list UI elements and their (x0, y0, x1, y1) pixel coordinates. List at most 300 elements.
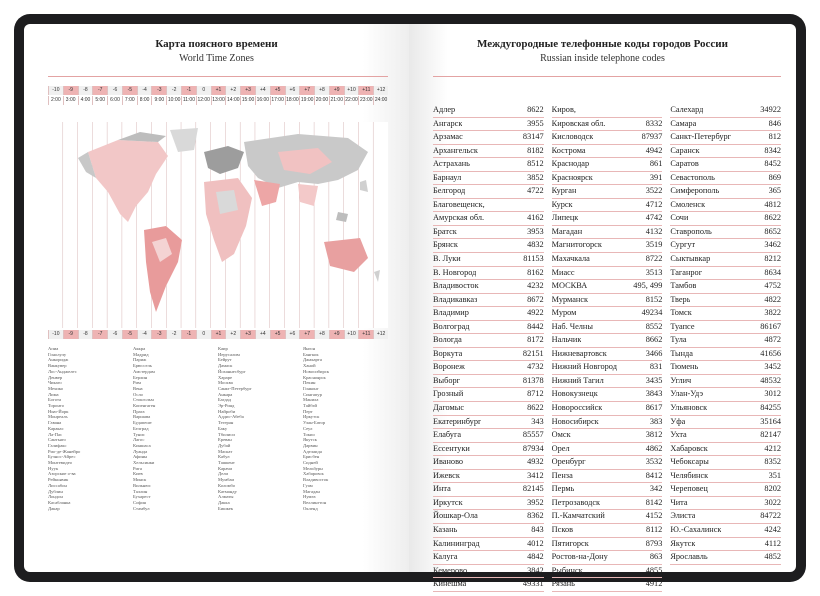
city-name: Мурманск (551, 294, 589, 304)
code-row (433, 104, 544, 118)
tz-cell: +8 (314, 86, 329, 95)
city-name: Омск (551, 430, 571, 440)
city-name: Стамбул (133, 505, 150, 511)
code-row (433, 416, 544, 430)
city-name: Дубай (218, 442, 231, 448)
phone-code: 365 (768, 186, 782, 196)
phone-code: 3822 (764, 308, 782, 318)
phone-code: 495, 499 (633, 281, 663, 291)
phone-code: 4712 (645, 199, 663, 209)
code-row (670, 470, 781, 484)
city-name: Саранск (670, 145, 700, 155)
city-name: Ю.-Сахалинск (670, 524, 722, 534)
code-row (552, 321, 663, 335)
phone-code: 812 (768, 132, 782, 142)
city-name: Нумеа (303, 494, 316, 500)
tz-cell: 3:00 (63, 96, 78, 105)
code-row (552, 172, 663, 186)
city-name: Дакар (48, 505, 60, 511)
phone-code: 81378 (522, 375, 544, 385)
phone-code: 4842 (527, 552, 544, 562)
tz-cell: +5 (270, 86, 285, 95)
city-name: Тунис (133, 431, 145, 437)
city-name: Хабаровск (670, 443, 708, 453)
city-name: Владивосток (303, 477, 329, 483)
city-name: Рига (133, 465, 142, 471)
phone-code: 8622 (764, 213, 782, 223)
city-name: Киншаса (133, 442, 151, 448)
code-row (552, 294, 663, 308)
city-name: Галифакс (48, 442, 67, 448)
city-name: Инта (433, 484, 451, 494)
city-name: Амурская обл. (433, 213, 485, 223)
code-row (552, 510, 663, 524)
code-row (670, 538, 781, 552)
code-row (433, 429, 544, 443)
tz-cell: 14:00 (227, 97, 240, 103)
city-name: Пенза (551, 470, 573, 480)
code-row (670, 212, 781, 226)
city-name: Владимир (433, 308, 469, 318)
phone-code: 342 (649, 484, 663, 494)
city-name: Минск (133, 477, 147, 483)
utc-offset-row (48, 86, 388, 95)
code-row (670, 253, 781, 267)
city-name: Сеул (303, 425, 313, 431)
phone-code: 4872 (764, 335, 782, 345)
city-name: Веллингтон (303, 499, 327, 505)
city-name: Будапешт (133, 420, 152, 426)
tz-cell: 10:00 (167, 97, 181, 103)
code-row (670, 131, 781, 145)
phone-code: 4152 (645, 511, 663, 521)
city-name: Бангкок (303, 351, 319, 357)
city-name: Багдад (218, 397, 232, 403)
city-name: Апиа (48, 346, 59, 351)
city-name: Ульяновск (670, 403, 708, 413)
code-row (552, 118, 663, 132)
tz-cell: +12 (373, 86, 388, 95)
city-name: Мумбаи (218, 477, 234, 483)
code-row (552, 267, 663, 281)
phone-code: 8662 (645, 335, 663, 345)
codes-column (552, 104, 663, 592)
city-name: Ташкент (218, 460, 235, 466)
city-name: Ванкувер (48, 363, 67, 369)
city-name: Саратов (670, 159, 699, 169)
tz-cell: +7 (299, 330, 314, 339)
city-name: Лиссабон (48, 482, 67, 488)
city-name: Магнитогорск (551, 240, 602, 250)
code-row (433, 334, 544, 348)
phone-code: 4752 (764, 281, 782, 291)
city-name: Касабланка (48, 499, 71, 505)
city-name: Воронеж (433, 362, 465, 372)
phone-code: 3452 (764, 362, 782, 372)
code-row (552, 524, 663, 538)
phone-code: 41656 (760, 348, 782, 358)
code-row (433, 294, 544, 308)
code-row (552, 456, 663, 470)
code-row (552, 131, 663, 145)
city-name: Берлин (133, 374, 148, 380)
city-name: Иерусалим (218, 351, 240, 357)
tz-cell: -7 (92, 86, 107, 95)
tz-cell: 18:00 (286, 97, 299, 103)
world-time-zone-map (48, 82, 388, 340)
city-name: Нижний Тагил (551, 375, 604, 385)
city-name: Томск (670, 308, 692, 318)
city-name: Волгоград (433, 321, 470, 331)
tz-cell: +2 (225, 86, 240, 95)
phone-code: 82151 (522, 348, 544, 358)
city-name: Луанда (133, 448, 148, 454)
city-name: Афины (133, 454, 148, 460)
phone-code: 846 (768, 118, 782, 128)
tz-cell: -6 (107, 86, 122, 95)
city-name: Оренбург (551, 457, 586, 467)
phone-code (542, 199, 544, 212)
city-name: Вологда (433, 335, 462, 345)
phone-code: 4912 (645, 579, 663, 589)
codes-title: Междугородные телефонные коды городов России (477, 38, 728, 50)
code-row (670, 443, 781, 457)
city-name: Уфа (670, 416, 686, 426)
city-name: Тамбов (670, 281, 697, 291)
city-name: Краснодар (551, 159, 590, 169)
phone-code: 8722 (645, 254, 663, 264)
phone-code: 4852 (764, 552, 782, 562)
city-name: Эр-Рияд (218, 403, 235, 409)
code-row (670, 280, 781, 294)
tz-cell: 15:00 (241, 97, 255, 103)
city-name: П.-Камчатский (551, 511, 605, 521)
city-name: Амстердам (133, 368, 155, 374)
city-name: Барнаул (433, 172, 462, 182)
phone-code: 4732 (527, 362, 544, 372)
city-name: Санкт-Петербург (670, 132, 732, 142)
phone-code: 8212 (764, 254, 782, 264)
city-name: Мехико (48, 385, 64, 391)
city-name: Хабаровск (303, 471, 324, 477)
phone-code: 8152 (645, 294, 663, 304)
city-name: Иваново (433, 457, 464, 467)
phone-code: 8552 (645, 321, 663, 331)
city-name: Сыктывкар (670, 254, 711, 264)
code-row (552, 145, 663, 159)
code-row (433, 578, 544, 592)
tz-cell: +11 (358, 86, 373, 95)
code-row (552, 388, 663, 402)
city-name: Астрахань (433, 159, 470, 169)
tz-cell: 24:00 (374, 97, 388, 103)
phone-code: 4855 (645, 565, 663, 575)
tz-cell: 9:00 (151, 96, 166, 105)
city-name: Нью-Йорк (48, 408, 69, 414)
phone-code: 8342 (764, 145, 782, 155)
phone-code: 3412 (527, 470, 544, 480)
code-row (670, 388, 781, 402)
city-name: Осло (133, 391, 143, 397)
city-name: Москва (218, 380, 233, 386)
city-name: Азорские о-ва (48, 471, 76, 477)
phone-code: 4132 (645, 226, 663, 236)
city-name: Казань (433, 524, 458, 534)
city-name: Грозный (433, 389, 464, 399)
city-name: Адлер (433, 105, 456, 114)
tz-cell: -2 (166, 86, 181, 95)
phone-code: 3953 (527, 226, 544, 236)
phone-code: 4722 (527, 186, 544, 196)
city-name: Киев (133, 471, 143, 477)
tz-cell: 7:00 (122, 96, 137, 105)
tz-cell: -4 (137, 86, 152, 95)
code-row (670, 172, 781, 186)
city-name: Баку (218, 425, 228, 431)
phone-code: 8793 (645, 538, 663, 548)
tz-cell: 16:00 (256, 97, 270, 103)
city-name: Новокузнецк (551, 389, 598, 399)
phone-code: 8352 (764, 457, 782, 467)
city-name: Калининград (433, 538, 480, 548)
city-name: Пекин (303, 380, 316, 386)
phone-code: 3022 (764, 497, 782, 507)
right-page (409, 24, 796, 589)
city-name: Ухта (670, 430, 687, 440)
city-name: Улан-Батор (303, 420, 326, 426)
code-row (552, 375, 663, 389)
code-row (433, 565, 544, 579)
city-name: Миасс (551, 267, 575, 277)
city-name: Кинешма (433, 579, 467, 589)
code-row (433, 470, 544, 484)
tz-cell: +4 (255, 330, 270, 339)
city-name: Коломбо (218, 482, 236, 488)
phone-code: 81153 (523, 254, 544, 264)
tz-cell: -4 (137, 330, 152, 339)
code-row (552, 253, 663, 267)
city-name: Выборг (433, 375, 461, 385)
city-name: Париж (133, 357, 147, 363)
code-row (670, 145, 781, 159)
city-name: Варшава (133, 414, 151, 420)
city-name: Тула (670, 335, 687, 345)
city-name: Чикаго (48, 380, 62, 386)
city-name: Мадрид (133, 351, 149, 357)
phone-code: 8182 (527, 145, 544, 155)
tz-cell: -5 (122, 330, 137, 339)
tz-cell: +8 (314, 330, 329, 339)
tz-cell: 19:00 (300, 97, 314, 103)
city-name: Манила (303, 397, 319, 403)
city-name: Лима (48, 391, 59, 397)
phone-code: 8142 (645, 497, 663, 507)
phone-code (660, 104, 662, 117)
city-name: Курск (551, 199, 573, 209)
city-name: Анкоридж (48, 357, 69, 363)
city-name: Калуга (433, 552, 458, 562)
city-name: Новосибирск (551, 416, 599, 426)
city-name: Бухарест (133, 494, 151, 500)
city-name: Дарвин (303, 442, 318, 448)
city-name: Рязань (551, 579, 575, 589)
code-row (433, 226, 544, 240)
tz-cell: -3 (151, 330, 166, 339)
phone-code: 3522 (645, 186, 663, 196)
phone-code: 3842 (527, 565, 544, 575)
city-name: Тында (670, 348, 693, 358)
tz-cell: +11 (358, 330, 373, 339)
phone-code: 343 (531, 416, 544, 426)
city-name: Тверь (670, 294, 691, 304)
city-name: Гавана (48, 420, 62, 426)
telephone-codes-table (433, 104, 781, 592)
city-name: Каир (218, 346, 228, 351)
map-subtitle: World Time Zones (179, 53, 254, 64)
city-name: Орел (551, 443, 570, 453)
code-row (433, 375, 544, 389)
code-row (670, 510, 781, 524)
city-name: Дакка (218, 499, 230, 505)
code-row (670, 307, 781, 321)
city-name: Сингапур (303, 391, 322, 397)
phone-code: 4012 (527, 538, 544, 548)
city-name: Элиста (670, 511, 696, 521)
title-divider (48, 76, 388, 77)
tz-cell: +9 (329, 86, 344, 95)
code-row (433, 456, 544, 470)
code-row (433, 239, 544, 253)
phone-code: 87934 (522, 443, 544, 453)
city-name: Йоханнесбург (218, 368, 246, 374)
code-row (670, 334, 781, 348)
city-name: Новосибирск (303, 368, 330, 374)
city-name: Анкара (218, 391, 233, 397)
city-name: Брисбен (303, 454, 320, 460)
code-row (552, 158, 663, 172)
code-row (552, 199, 663, 213)
code-row (552, 565, 663, 579)
city-name: Джакарта (303, 357, 322, 363)
code-row (552, 497, 663, 511)
city-name: Смоленск (670, 199, 706, 209)
city-name: Ханой (303, 363, 316, 369)
code-row (670, 239, 781, 253)
city-name: Красноярск (551, 172, 593, 182)
code-row (552, 239, 663, 253)
city-name: Кострома (551, 145, 586, 155)
phone-code: 391 (649, 172, 663, 182)
code-row (552, 348, 663, 362)
city-name: Лос-Анджелес (48, 368, 77, 374)
city-name: Чита (670, 497, 688, 507)
city-name: Самара (670, 118, 697, 128)
city-name: Ставрополь (670, 226, 712, 236)
phone-code: 3852 (527, 172, 544, 182)
code-row (670, 429, 781, 443)
phone-code: 3435 (645, 375, 663, 385)
tz-cell: -2 (166, 330, 181, 339)
city-column (133, 346, 218, 566)
city-name: Буэнос-Айрес (48, 454, 76, 460)
phone-code: 351 (768, 470, 782, 480)
code-row (670, 375, 781, 389)
code-row (552, 551, 663, 565)
city-name: Перт (303, 408, 313, 414)
city-name: Иркутск (303, 414, 320, 420)
city-name: Гонконг (303, 385, 319, 391)
phone-code: 8622 (527, 403, 544, 413)
phone-code: 8672 (527, 294, 544, 304)
city-name: Аделаида (303, 448, 322, 454)
city-name: Петрозаводск (551, 497, 601, 507)
code-row (670, 185, 781, 199)
code-row (552, 280, 663, 294)
code-row (670, 551, 781, 565)
tz-cell: +4 (255, 86, 270, 95)
code-row (433, 118, 544, 132)
city-name: В. Луки (433, 254, 461, 264)
city-name: Окленд (303, 505, 318, 511)
city-name: Череповец (670, 484, 708, 494)
phone-code: 8617 (645, 403, 663, 413)
tz-cell: +10 (344, 86, 359, 95)
city-name: Копенгаген (133, 403, 156, 409)
city-name: Арзамас (433, 132, 463, 142)
city-name: Пятигорск (551, 538, 589, 548)
city-name: Дели (218, 471, 228, 477)
phone-code: 8512 (527, 159, 544, 169)
phone-code: 3532 (645, 457, 663, 467)
phone-code: 49331 (522, 579, 544, 589)
phone-code: 82145 (522, 484, 544, 494)
city-name: Рыбинск (551, 565, 583, 575)
city-name: Челябинск (670, 470, 709, 480)
phone-code: 4742 (645, 213, 663, 223)
phone-code: 48532 (760, 375, 782, 385)
code-row (670, 483, 781, 497)
city-name: Елабуга (433, 430, 462, 440)
tz-cell: 8:00 (137, 96, 152, 105)
tz-cell: -8 (78, 330, 93, 339)
tz-cell: 20:00 (315, 97, 329, 103)
phone-code: 4112 (764, 538, 782, 548)
world-map-illustration (48, 122, 388, 328)
phone-code: 84722 (760, 511, 782, 521)
phone-code: 3466 (645, 348, 663, 358)
city-name: Бейрут (218, 357, 232, 363)
code-row (552, 212, 663, 226)
phone-code: 831 (649, 362, 663, 372)
city-name: Дублин (48, 488, 63, 494)
tz-cell: +2 (225, 330, 240, 339)
phone-code: 383 (649, 416, 663, 426)
city-name: Рио-де-Жанейро (48, 448, 81, 454)
city-name: Ессентуки (433, 443, 470, 453)
city-name: Якутск (670, 538, 696, 548)
city-name: Сургут (670, 240, 696, 250)
phone-code: 3462 (764, 240, 782, 250)
city-name: Ростов-на-Дону (551, 552, 608, 562)
time-zone-header (48, 82, 388, 122)
code-row (433, 280, 544, 294)
city-name: Благовещенск, (433, 199, 485, 209)
city-name: Нижний Новгород (551, 362, 617, 372)
city-name: Симферополь (670, 186, 720, 196)
city-name: Владикавказ (433, 294, 478, 304)
phone-code: 82147 (760, 430, 782, 440)
phone-code: 8652 (764, 226, 782, 236)
